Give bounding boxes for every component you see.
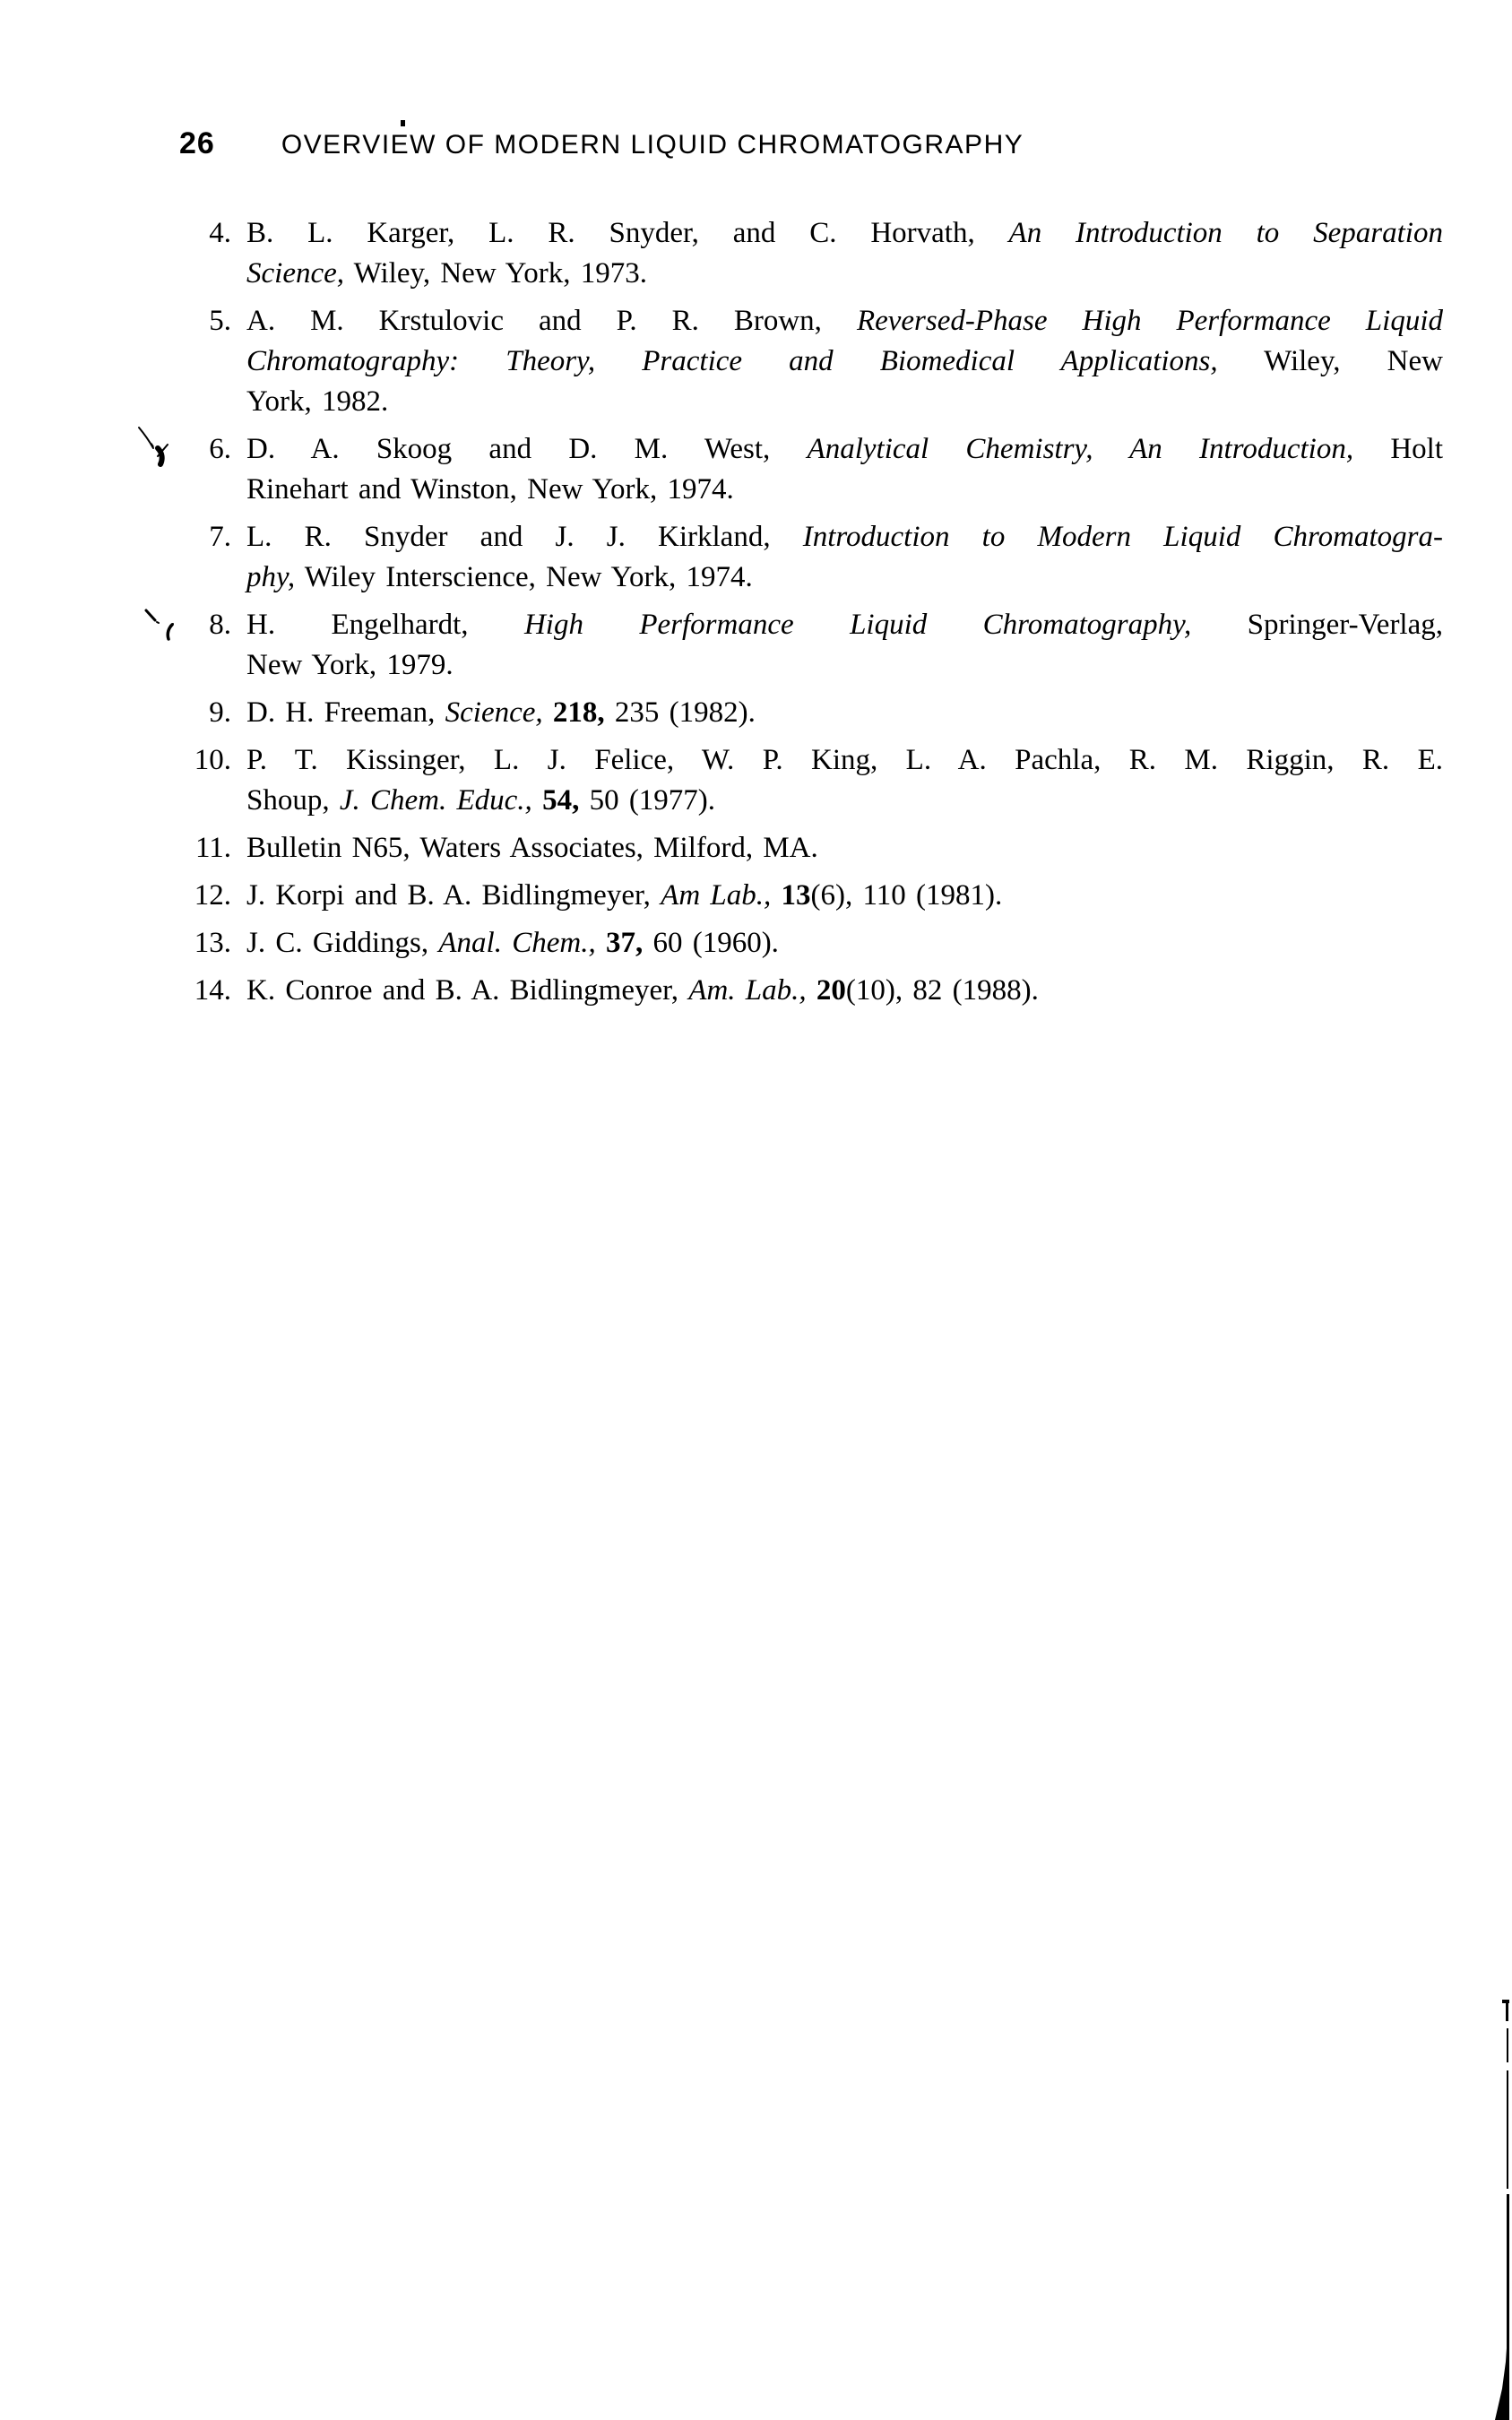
- reference-line: [246, 693, 1443, 733]
- reference-text-segment: Holt: [1353, 433, 1443, 465]
- reference-number: 9.: [209, 696, 231, 729]
- reference-text-segment: D. H. Freeman,: [246, 696, 445, 729]
- reference-item: [108, 876, 1443, 916]
- reference-number: 6.: [209, 433, 231, 465]
- reference-text-segment: L. R. Snyder and J. J. Kirkland,: [246, 521, 803, 553]
- reference-text-segment: P. T. Kissinger, L. J. Felice, W. P. King, L. A. Pachla, R. M. Riggin, R. E.: [246, 744, 1443, 776]
- reference-text-segment: 50 (1977).: [579, 784, 716, 817]
- reference-text-segment: Bulletin N65, Waters Associates, Milford, MA.: [246, 832, 818, 864]
- reference-text-segment: A. M. Krstulovic and P. R. Brown,: [246, 305, 857, 337]
- reference-item: [108, 828, 1443, 869]
- reference-number: 14.: [194, 974, 231, 1007]
- reference-text-segment: Science,: [246, 257, 345, 290]
- reference-text-segment: 37,: [605, 927, 644, 959]
- reference-text-segment: Analytical Chemistry, An Introduction,: [807, 433, 1354, 465]
- reference-text-segment: 20: [816, 974, 846, 1007]
- reference-line: [246, 429, 1443, 470]
- reference-text-segment: J. Korpi and B. A. Bidlingmeyer,: [246, 879, 661, 912]
- reference-line: [246, 645, 1443, 686]
- reference-text-segment: [596, 927, 606, 959]
- reference-text-segment: Introduction to Modern Liquid Chromatogra-: [802, 521, 1443, 553]
- reference-line: [246, 781, 1443, 821]
- reference-line: [246, 971, 1443, 1011]
- reference-list: [108, 213, 1443, 1018]
- reference-text-segment: Science,: [445, 696, 543, 729]
- reference-text-segment: Am Lab.,: [661, 879, 772, 912]
- reference-text-segment: An Introduction to Separation: [1008, 217, 1443, 249]
- reference-text-segment: J. C. Giddings,: [246, 927, 439, 959]
- ink-speck: [401, 120, 405, 126]
- reference-text-segment: D. A. Skoog and D. M. West,: [246, 433, 808, 465]
- reference-text-segment: J. Chem. Educ.,: [339, 784, 532, 817]
- reference-item: [108, 605, 1443, 686]
- reference-line: [246, 557, 1443, 598]
- reference-number: 4.: [209, 217, 231, 249]
- reference-line: [246, 213, 1443, 254]
- reference-number: 12.: [194, 879, 231, 912]
- reference-item: [108, 301, 1443, 422]
- reference-text-segment: 218,: [552, 696, 605, 729]
- reference-number: 7.: [209, 521, 231, 553]
- reference-line: [246, 605, 1443, 645]
- reference-item: [108, 971, 1443, 1011]
- reference-line: [246, 470, 1443, 510]
- reference-number: 5.: [209, 305, 231, 337]
- reference-line: [246, 341, 1443, 382]
- reference-text-segment: 235 (1982).: [604, 696, 756, 729]
- reference-text-segment: (10), 82 (1988).: [845, 974, 1039, 1007]
- reference-item: [108, 213, 1443, 294]
- reference-text-segment: Shoup,: [246, 784, 340, 817]
- reference-line: [246, 301, 1443, 341]
- reference-text-segment: Chromatography: Theory, Practice and Biomedical Applications,: [246, 345, 1218, 377]
- reference-text-segment: [807, 974, 816, 1007]
- scan-edge-line: [1495, 2000, 1509, 2420]
- page-number: 26: [179, 126, 215, 160]
- reference-text-segment: Wiley, New: [1217, 345, 1443, 377]
- reference-line: [246, 828, 1443, 869]
- reference-text-segment: Wiley Interscience, New York, 1974.: [295, 561, 753, 593]
- reference-text-segment: [543, 696, 553, 729]
- reference-text-segment: High Performance Liquid Chromatography,: [523, 609, 1192, 641]
- reference-text-segment: New York, 1979.: [246, 649, 454, 681]
- reference-line: [246, 382, 1443, 422]
- reference-item: [108, 517, 1443, 598]
- running-header: [179, 126, 1024, 161]
- reference-text-segment: K. Conroe and B. A. Bidlingmeyer,: [246, 974, 689, 1007]
- reference-text-segment: [771, 879, 781, 912]
- reference-text-segment: 60 (1960).: [643, 927, 779, 959]
- reference-line: [246, 876, 1443, 916]
- reference-text-segment: (6), 110 (1981).: [810, 879, 1003, 912]
- reference-text-segment: Am. Lab.,: [688, 974, 807, 1007]
- reference-text-segment: [532, 784, 542, 817]
- reference-text-segment: phy,: [246, 561, 296, 593]
- reference-text-segment: York, 1982.: [246, 385, 389, 418]
- reference-text-segment: Wiley, New York, 1973.: [344, 257, 647, 290]
- reference-line: [246, 923, 1443, 964]
- reference-item: [108, 740, 1443, 821]
- reference-text-segment: 13: [781, 879, 811, 912]
- reference-text-segment: Anal. Chem.,: [438, 927, 596, 959]
- reference-number: 8.: [209, 609, 231, 641]
- reference-item: [108, 923, 1443, 964]
- reference-text-segment: Reversed-Phase High Performance Liquid: [856, 305, 1443, 337]
- reference-text-segment: Springer-Verlag,: [1191, 609, 1444, 641]
- reference-number: 10.: [194, 744, 231, 776]
- reference-line: [246, 517, 1443, 557]
- running-head-title: OVERVIEW OF MODERN LIQUID CHROMATOGRAPHY: [281, 130, 1024, 160]
- reference-line: [246, 254, 1443, 294]
- reference-number: 13.: [194, 927, 231, 959]
- reference-text-segment: Rinehart and Winston, New York, 1974.: [246, 473, 734, 506]
- reference-number: 11.: [194, 832, 231, 864]
- reference-line: [246, 740, 1443, 781]
- reference-item: [108, 429, 1443, 510]
- reference-text-segment: H. Engelhardt,: [246, 609, 524, 641]
- reference-text-segment: B. L. Karger, L. R. Snyder, and C. Horvath,: [246, 217, 1009, 249]
- reference-item: [108, 693, 1443, 733]
- reference-text-segment: 54,: [542, 784, 580, 817]
